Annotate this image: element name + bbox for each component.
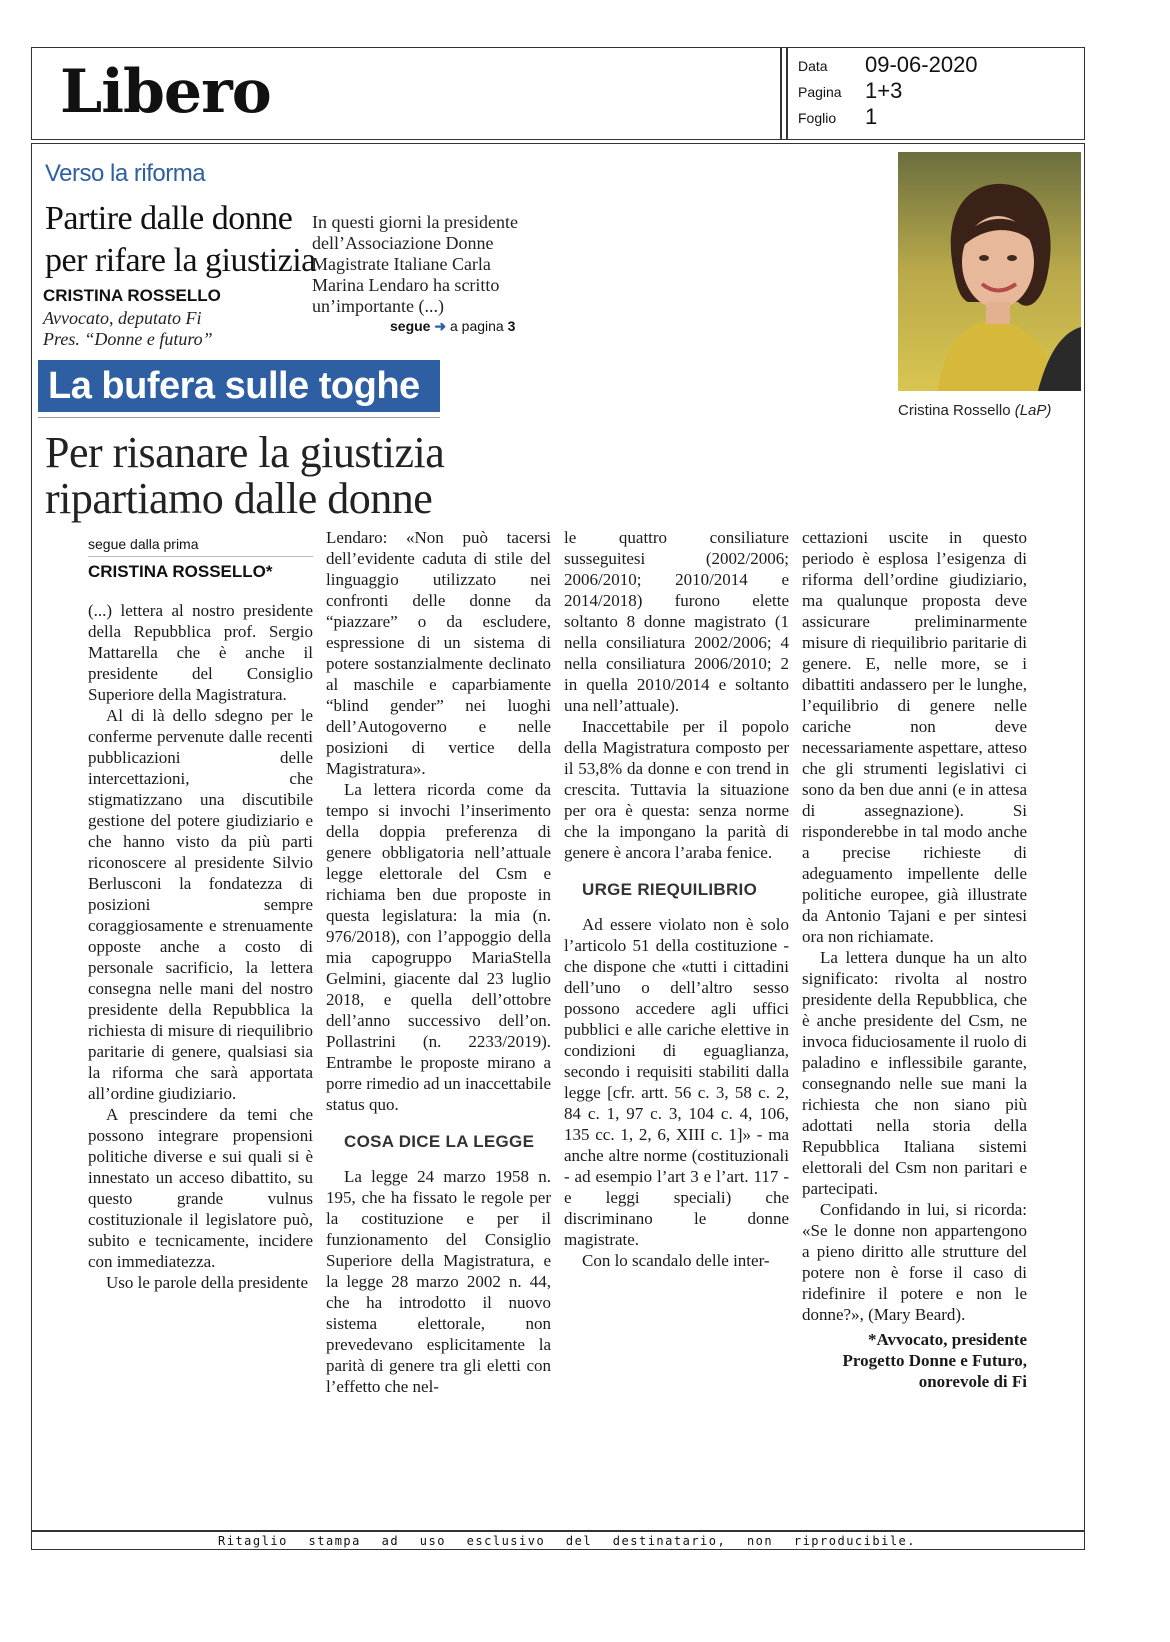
col2-paragraph-3: La legge 24 marzo 1958 n. 195, che ha fissato le regole per la costituzione e per il funzionamento del Consiglio Superiore della Magistratura, e la legge 28 marzo 2002 n. 44, che ha introdotto il nuovo sistema elettorale, non prevedevano esplicitamente la parità di genere tra gli eletti con l’effetto che nel- [326, 1167, 551, 1396]
col1-paragraph-3: A prescindere da temi che possono integrare propensioni politiche diverse e sui quali si è innestato un acceso dibattito, su questo grande vulnus costituzionale il legislatore può, subito e tecnicamente, incidere con immediatezza. [88, 1105, 313, 1271]
article-headline-line1: Per risanare la giustizia [45, 428, 445, 477]
col4-paragraph-2: La lettera dunque ha un alto significato: rivolta al nostro presidente della Repubblica, che è anche presidente del Csm, ne invoca fiduciosamente il ruolo di paladino e inflessibile garante, consegnando nelle sue mani la richiesta che non siano più adottati nella storia della Repubblica Italiana sistemi elettorali del Csm non paritari e partecipati. [802, 948, 1027, 1198]
subhead-urge-riequilibrio: URGE RIEQUILIBRIO [582, 880, 758, 899]
col2-paragraph-2: La lettera ricorda come da tempo si invochi l’inserimento della doppia preferenza di genere obbligatoria nell’attuale legge elettorale del Csm e richiama ben due proposte in questa legislatura: la mia (n. 976/2018), con l’appoggio della mia capogruppo MariaStella Gelmini, giacente dal 23 luglio 2018, e quella dell’ottobre dell’anno successivo dell’on. Pollastrini (n. 2233/2019). Entrambe le proposte mirano a porre rimedio ad un inaccettabile status quo. [326, 780, 551, 1114]
segue-dalla-prima: segue dalla prima [88, 536, 199, 552]
date-value: 09-06-2020 [865, 52, 978, 77]
caption-credit: (LaP) [1014, 402, 1052, 419]
banner-rule [38, 417, 440, 418]
signature-line-3: onorevole di Fi [918, 1372, 1027, 1391]
front-segue [390, 318, 515, 335]
byline-rule [88, 556, 313, 557]
article-column-1 [88, 600, 313, 1293]
article-column-2 [326, 527, 551, 1397]
col3-paragraph-4: Con lo scandalo delle inter- [582, 1251, 770, 1270]
article-author: CRISTINA ROSSELLO* [88, 562, 273, 581]
subhead-cosa-dice-la-legge: COSA DICE LA LEGGE [344, 1132, 535, 1151]
front-headline-line1: Partire dalle donne [45, 200, 293, 237]
article-column-4 [802, 527, 1027, 1392]
segue-rest: a pagina [449, 318, 504, 334]
signature-line-2: Progetto Donne e Futuro, [842, 1351, 1027, 1370]
footer-rule [31, 1530, 1085, 1532]
front-role-line2: Pres. “Donne e futuro” [43, 329, 213, 349]
arrow-right-icon: ➜ [434, 318, 447, 334]
front-kicker: Verso la riforma [45, 160, 206, 187]
masthead-divider [780, 47, 782, 140]
col3-paragraph-1: le quattro consiliature susseguitesi (2002/2006; 2006/2010; 2010/2014 e 2014/2018) furono elette soltanto 8 donne magistrato (1 nella consiliatura 2002/2006; 4 nella consiliatura 2006/2010; 2 in quella 2010/2014 e soltanto una nell’attuale). [564, 528, 789, 715]
col3-paragraph-2: Inaccettabile per il popolo della Magistratura composto per il 53,8% da donne e con trend in crescita. Tuttavia la situazione per ora è questa: senza norme che la impongano la parità di genere è ancora l’araba fenice. [564, 717, 789, 862]
newspaper-logo: Libero [60, 57, 271, 127]
segue-page: 3 [507, 318, 516, 334]
photo-caption [898, 402, 1051, 419]
portrait-illustration [898, 152, 1081, 391]
col1-paragraph-2: Al di là dello sdegno per le conferme pervenute dalle recenti pubblicazioni delle intercettazioni, che stigmatizzano una discutibile gestione del potere giudiziario e che hanno visto da più parti riconoscere al presidente Silvio Berlusconi la fondatezza di posizioni sempre coraggiosamente e strenuamente opposte anche a costo di personale sacrificio, la lettera consegna nelle mani del nostro presidente della Repubblica la richiesta di misure di riequilibrio paritarie di genere, qualsiasi sia la riforma che sarà apportata all’ordine giudiziario. [88, 706, 313, 1103]
front-author: CRISTINA ROSSELLO [43, 286, 221, 305]
col1-paragraph-4: Uso le parole della presidente [106, 1273, 309, 1292]
segue-word: segue [390, 318, 431, 334]
sheet-label: Foglio [798, 110, 837, 126]
page-label: Pagina [798, 84, 842, 100]
masthead-divider-2 [786, 47, 788, 140]
front-teaser: In questi giorni la presidente dell’Associazione Donne Magistrate Italiane Carla Marina Lendaro ha scritto un’importante (...) [312, 212, 518, 316]
col4-paragraph-3: Confidando in lui, si ricorda: «Se le donne non appartengono a pieno diritto alle strutture del potere non è forse il caso di ridefinire il potere e non le donne?», (Mary Beard). [802, 1200, 1027, 1324]
page-value: 1+3 [865, 78, 903, 103]
caption-name: Cristina Rossello [898, 402, 1011, 419]
article-column-3 [564, 527, 789, 1271]
sheet-value: 1 [865, 104, 878, 129]
signature-line-1: *Avvocato, presidente [868, 1330, 1027, 1349]
date-label: Data [798, 58, 828, 74]
front-headline-line2: per rifare la giustizia [45, 242, 316, 279]
article-headline-line2: ripartiamo dalle donne [45, 474, 433, 523]
section-banner: La bufera sulle toghe [38, 360, 440, 412]
front-role-line1: Avvocato, deputato Fi [43, 308, 202, 328]
col2-paragraph-1: Lendaro: «Non può tacersi dell’evidente caduta di stile del linguaggio utilizzato nei confronti delle donne da “piazzare” o da escludere, espressione di un sistema di potere sostanzialmente declinato al maschile e caparbiamente “blind gender” nei luoghi dell’Autogoverno e nelle posizioni di vertice della Magistratura». [326, 528, 551, 778]
author-photo [898, 152, 1081, 391]
footer-notice: Ritaglio stampa ad uso esclusivo del destinatario, non riproducibile. [218, 1534, 916, 1548]
col4-paragraph-1: cettazioni uscite in questo periodo è esplosa l’esigenza di riforma dell’ordine giudiziario, ma qualunque proposta deve assicurare preliminarmente misure di riequilibrio paritarie di genere. E, nelle more, se i dibattiti andassero per le lunghe, l’equilibrio di genere nelle cariche non deve necessariamente aspettare, atteso che gli strumenti legislativi ci sono da ben due anni (e in attesa di assegnazione). Si risponderebbe in tal modo anche a precise richieste di adeguamento impellente delle politiche europee, già illustrate da Antonio Tajani e per sintesi ora non richiamate. [802, 528, 1027, 946]
author-signature [802, 1329, 1027, 1392]
col1-paragraph-1: (...) lettera al nostro presidente della Repubblica prof. Sergio Mattarella che è anche il presidente del Consiglio Superiore della Magistratura. [88, 601, 313, 704]
col3-paragraph-3: Ad essere violato non è solo l’articolo 51 della costituzione - che dispone che «tutti i cittadini dell’uno o dell’altro sesso possono accedere agli uffici pubblici e alle cariche elettive in condizioni di eguaglianza, secondo i requisiti stabiliti dalla legge [cfr. artt. 56 c. 3, 58 c. 2, 84 c. 1, 97 c. 3, 104 c. 4, 106, 135 cc. 1, 2, 6, XIII c. 1]» - ma anche altre norme (costituzionali - ad esempio l’art 3 e l’art. 117 - e leggi speciali) che discriminano le donne magistrate. [564, 915, 789, 1249]
